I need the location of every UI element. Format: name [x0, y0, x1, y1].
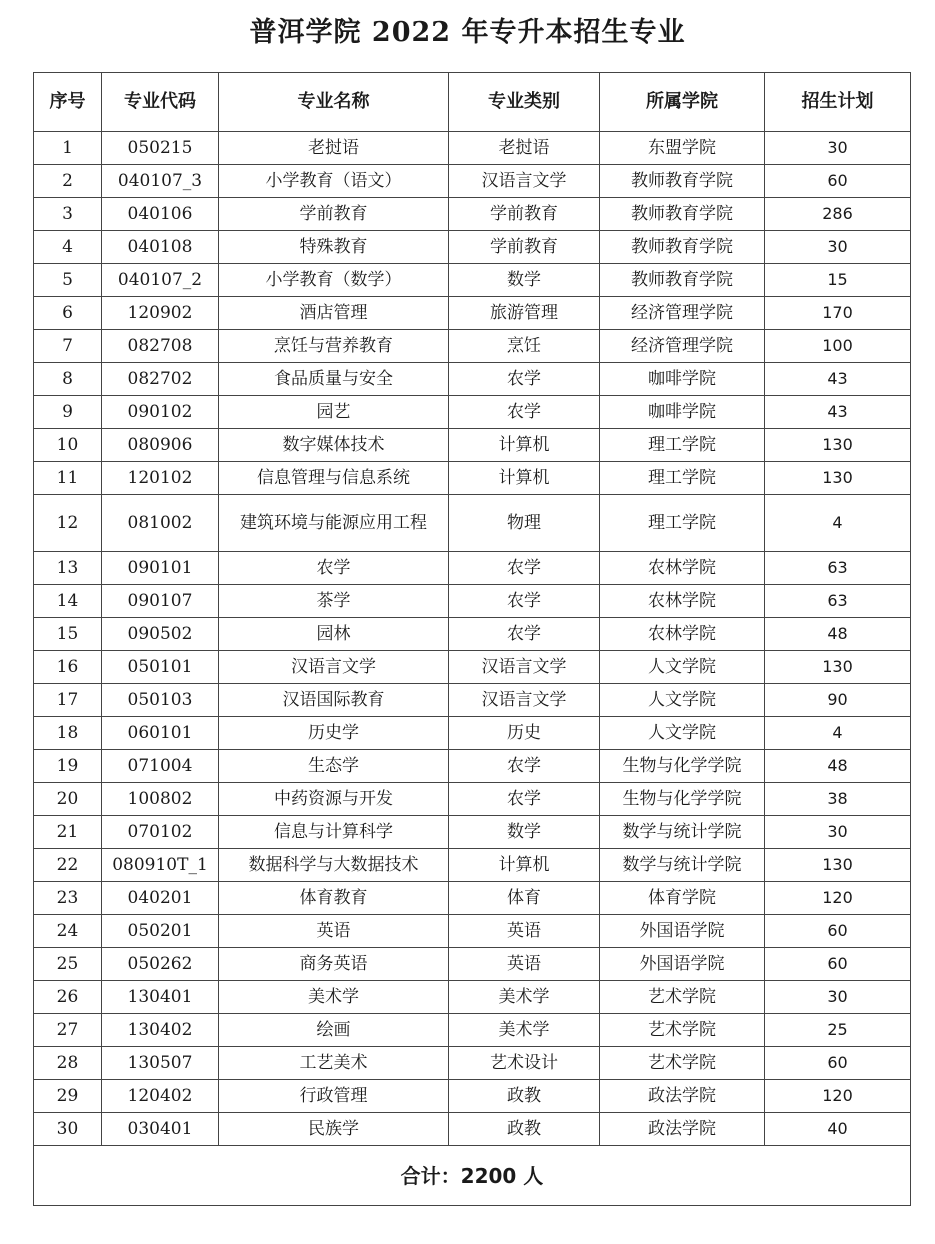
cell-index: 2 — [34, 165, 102, 198]
cell-plan: 48 — [765, 750, 911, 783]
cell-college: 政法学院 — [600, 1113, 765, 1146]
cell-college: 咖啡学院 — [600, 363, 765, 396]
table-row — [34, 948, 911, 981]
cell-index: 26 — [34, 981, 102, 1014]
cell-category: 农学 — [449, 396, 600, 429]
cell-category: 物理 — [449, 495, 600, 552]
cell-code: 090502 — [102, 618, 219, 651]
cell-index: 6 — [34, 297, 102, 330]
cell-college: 理工学院 — [600, 495, 765, 552]
cell-code: 050101 — [102, 651, 219, 684]
cell-plan: 38 — [765, 783, 911, 816]
cell-college: 教师教育学院 — [600, 231, 765, 264]
cell-college: 教师教育学院 — [600, 198, 765, 231]
cell-category: 数学 — [449, 816, 600, 849]
cell-index: 3 — [34, 198, 102, 231]
cell-plan: 43 — [765, 363, 911, 396]
cell-major-name: 老挝语 — [219, 132, 449, 165]
cell-major-name: 信息管理与信息系统 — [219, 462, 449, 495]
cell-code: 082708 — [102, 330, 219, 363]
table-row — [34, 429, 911, 462]
cell-code: 070102 — [102, 816, 219, 849]
cell-index: 12 — [34, 495, 102, 552]
cell-category: 汉语言文学 — [449, 165, 600, 198]
cell-code: 040108 — [102, 231, 219, 264]
cell-college: 经济管理学院 — [600, 330, 765, 363]
cell-college: 艺术学院 — [600, 1047, 765, 1080]
cell-category: 美术学 — [449, 981, 600, 1014]
table-row — [34, 165, 911, 198]
cell-index: 24 — [34, 915, 102, 948]
cell-plan: 130 — [765, 462, 911, 495]
cell-college: 教师教育学院 — [600, 165, 765, 198]
cell-code: 040201 — [102, 882, 219, 915]
cell-college: 东盟学院 — [600, 132, 765, 165]
table-row — [34, 1047, 911, 1080]
cell-major-name: 园艺 — [219, 396, 449, 429]
cell-index: 10 — [34, 429, 102, 462]
cell-major-name: 体育教育 — [219, 882, 449, 915]
cell-plan: 4 — [765, 495, 911, 552]
cell-index: 11 — [34, 462, 102, 495]
cell-category: 计算机 — [449, 462, 600, 495]
cell-index: 28 — [34, 1047, 102, 1080]
cell-college: 政法学院 — [600, 1080, 765, 1113]
cell-college: 外国语学院 — [600, 915, 765, 948]
cell-college: 人文学院 — [600, 651, 765, 684]
cell-index: 27 — [34, 1014, 102, 1047]
header-college: 所属学院 — [600, 73, 765, 132]
cell-major-name: 酒店管理 — [219, 297, 449, 330]
table-row — [34, 783, 911, 816]
cell-category: 艺术设计 — [449, 1047, 600, 1080]
cell-category: 历史 — [449, 717, 600, 750]
cell-major-name: 生态学 — [219, 750, 449, 783]
cell-code: 080910T_1 — [102, 849, 219, 882]
table-row — [34, 684, 911, 717]
cell-major-name: 食品质量与安全 — [219, 363, 449, 396]
table-row — [34, 231, 911, 264]
cell-index: 30 — [34, 1113, 102, 1146]
cell-code: 082702 — [102, 363, 219, 396]
table-row — [34, 363, 911, 396]
cell-major-name: 英语 — [219, 915, 449, 948]
cell-category: 农学 — [449, 363, 600, 396]
cell-category: 美术学 — [449, 1014, 600, 1047]
cell-code: 050103 — [102, 684, 219, 717]
cell-major-name: 民族学 — [219, 1113, 449, 1146]
table-row — [34, 915, 911, 948]
cell-category: 旅游管理 — [449, 297, 600, 330]
cell-plan: 120 — [765, 882, 911, 915]
cell-major-name: 数字媒体技术 — [219, 429, 449, 462]
cell-major-name: 绘画 — [219, 1014, 449, 1047]
cell-code: 040107_3 — [102, 165, 219, 198]
header-major-name: 专业名称 — [219, 73, 449, 132]
cell-category: 农学 — [449, 618, 600, 651]
cell-college: 艺术学院 — [600, 1014, 765, 1047]
cell-major-name: 小学教育（数学） — [219, 264, 449, 297]
cell-college: 教师教育学院 — [600, 264, 765, 297]
cell-index: 21 — [34, 816, 102, 849]
cell-plan: 30 — [765, 231, 911, 264]
cell-college: 农林学院 — [600, 618, 765, 651]
cell-plan: 60 — [765, 948, 911, 981]
cell-code: 120102 — [102, 462, 219, 495]
cell-plan: 63 — [765, 585, 911, 618]
cell-college: 农林学院 — [600, 552, 765, 585]
table-row — [34, 132, 911, 165]
cell-category: 政教 — [449, 1080, 600, 1113]
cell-category: 英语 — [449, 948, 600, 981]
cell-index: 17 — [34, 684, 102, 717]
cell-plan: 30 — [765, 981, 911, 1014]
cell-plan: 90 — [765, 684, 911, 717]
table-row — [34, 198, 911, 231]
cell-major-name: 学前教育 — [219, 198, 449, 231]
table-row — [34, 1080, 911, 1113]
table-row — [34, 816, 911, 849]
table-row — [34, 495, 911, 552]
total-label: 合计：2200 人 — [34, 1146, 911, 1206]
cell-category: 农学 — [449, 585, 600, 618]
cell-index: 7 — [34, 330, 102, 363]
cell-index: 8 — [34, 363, 102, 396]
cell-code: 090101 — [102, 552, 219, 585]
table-row — [34, 882, 911, 915]
cell-code: 081002 — [102, 495, 219, 552]
cell-code: 050215 — [102, 132, 219, 165]
cell-code: 030401 — [102, 1113, 219, 1146]
table-row — [34, 981, 911, 1014]
cell-college: 理工学院 — [600, 429, 765, 462]
cell-category: 学前教育 — [449, 231, 600, 264]
cell-category: 计算机 — [449, 849, 600, 882]
cell-college: 人文学院 — [600, 684, 765, 717]
cell-plan: 170 — [765, 297, 911, 330]
table-header-row — [34, 73, 911, 132]
cell-index: 9 — [34, 396, 102, 429]
cell-plan: 15 — [765, 264, 911, 297]
cell-plan: 130 — [765, 429, 911, 462]
header-index: 序号 — [34, 73, 102, 132]
cell-major-name: 汉语国际教育 — [219, 684, 449, 717]
cell-college: 咖啡学院 — [600, 396, 765, 429]
cell-code: 080906 — [102, 429, 219, 462]
cell-plan: 43 — [765, 396, 911, 429]
cell-college: 人文学院 — [600, 717, 765, 750]
cell-category: 体育 — [449, 882, 600, 915]
cell-plan: 63 — [765, 552, 911, 585]
cell-plan: 30 — [765, 816, 911, 849]
table-row — [34, 750, 911, 783]
cell-index: 5 — [34, 264, 102, 297]
cell-category: 汉语言文学 — [449, 651, 600, 684]
cell-plan: 120 — [765, 1080, 911, 1113]
enrollment-table — [33, 72, 911, 1206]
table-row — [34, 585, 911, 618]
cell-major-name: 信息与计算科学 — [219, 816, 449, 849]
cell-category: 英语 — [449, 915, 600, 948]
cell-major-name: 园林 — [219, 618, 449, 651]
cell-major-name: 特殊教育 — [219, 231, 449, 264]
cell-college: 体育学院 — [600, 882, 765, 915]
cell-code: 050262 — [102, 948, 219, 981]
cell-plan: 4 — [765, 717, 911, 750]
table-row — [34, 462, 911, 495]
cell-category: 计算机 — [449, 429, 600, 462]
cell-college: 生物与化学学院 — [600, 783, 765, 816]
cell-index: 23 — [34, 882, 102, 915]
cell-index: 14 — [34, 585, 102, 618]
cell-plan: 100 — [765, 330, 911, 363]
cell-major-name: 数据科学与大数据技术 — [219, 849, 449, 882]
cell-college: 农林学院 — [600, 585, 765, 618]
table-row — [34, 552, 911, 585]
table-row — [34, 297, 911, 330]
header-code: 专业代码 — [102, 73, 219, 132]
cell-college: 数学与统计学院 — [600, 849, 765, 882]
table-row — [34, 1113, 911, 1146]
cell-code: 130402 — [102, 1014, 219, 1047]
table-body — [34, 132, 911, 1146]
cell-major-name: 农学 — [219, 552, 449, 585]
table-row — [34, 396, 911, 429]
cell-major-name: 商务英语 — [219, 948, 449, 981]
cell-major-name: 建筑环境与能源应用工程 — [219, 495, 449, 552]
cell-index: 29 — [34, 1080, 102, 1113]
page-title: 普洱学院 2022 年专升本招生专业 — [249, 17, 686, 48]
cell-code: 060101 — [102, 717, 219, 750]
cell-code: 071004 — [102, 750, 219, 783]
cell-index: 16 — [34, 651, 102, 684]
cell-index: 19 — [34, 750, 102, 783]
cell-category: 老挝语 — [449, 132, 600, 165]
cell-code: 040106 — [102, 198, 219, 231]
cell-plan: 25 — [765, 1014, 911, 1047]
cell-category: 汉语言文学 — [449, 684, 600, 717]
cell-index: 13 — [34, 552, 102, 585]
table-row — [34, 717, 911, 750]
table-row — [34, 849, 911, 882]
cell-index: 25 — [34, 948, 102, 981]
cell-college: 生物与化学学院 — [600, 750, 765, 783]
header-plan: 招生计划 — [765, 73, 911, 132]
cell-plan: 40 — [765, 1113, 911, 1146]
cell-code: 090107 — [102, 585, 219, 618]
cell-plan: 30 — [765, 132, 911, 165]
cell-major-name: 美术学 — [219, 981, 449, 1014]
table-row — [34, 264, 911, 297]
cell-category: 农学 — [449, 750, 600, 783]
cell-index: 18 — [34, 717, 102, 750]
cell-major-name: 汉语言文学 — [219, 651, 449, 684]
cell-major-name: 小学教育（语文） — [219, 165, 449, 198]
cell-plan: 60 — [765, 915, 911, 948]
header-category: 专业类别 — [449, 73, 600, 132]
cell-plan: 286 — [765, 198, 911, 231]
cell-plan: 48 — [765, 618, 911, 651]
cell-college: 艺术学院 — [600, 981, 765, 1014]
cell-college: 经济管理学院 — [600, 297, 765, 330]
cell-major-name: 烹饪与营养教育 — [219, 330, 449, 363]
cell-index: 15 — [34, 618, 102, 651]
cell-plan: 60 — [765, 165, 911, 198]
cell-index: 20 — [34, 783, 102, 816]
table-row — [34, 618, 911, 651]
cell-index: 22 — [34, 849, 102, 882]
cell-category: 农学 — [449, 552, 600, 585]
cell-plan: 130 — [765, 651, 911, 684]
cell-college: 理工学院 — [600, 462, 765, 495]
cell-major-name: 行政管理 — [219, 1080, 449, 1113]
cell-major-name: 茶学 — [219, 585, 449, 618]
cell-code: 130401 — [102, 981, 219, 1014]
cell-major-name: 工艺美术 — [219, 1047, 449, 1080]
cell-code: 120402 — [102, 1080, 219, 1113]
cell-plan: 130 — [765, 849, 911, 882]
cell-category: 数学 — [449, 264, 600, 297]
cell-plan: 60 — [765, 1047, 911, 1080]
cell-code: 100802 — [102, 783, 219, 816]
cell-category: 政教 — [449, 1113, 600, 1146]
table-row — [34, 330, 911, 363]
total-row — [34, 1146, 911, 1206]
cell-major-name: 中药资源与开发 — [219, 783, 449, 816]
cell-category: 农学 — [449, 783, 600, 816]
table-row — [34, 651, 911, 684]
cell-college: 外国语学院 — [600, 948, 765, 981]
cell-index: 4 — [34, 231, 102, 264]
cell-code: 040107_2 — [102, 264, 219, 297]
table-row — [34, 1014, 911, 1047]
cell-index: 1 — [34, 132, 102, 165]
cell-college: 数学与统计学院 — [600, 816, 765, 849]
cell-code: 120902 — [102, 297, 219, 330]
cell-code: 130507 — [102, 1047, 219, 1080]
cell-major-name: 历史学 — [219, 717, 449, 750]
cell-code: 090102 — [102, 396, 219, 429]
cell-category: 烹饪 — [449, 330, 600, 363]
cell-category: 学前教育 — [449, 198, 600, 231]
cell-code: 050201 — [102, 915, 219, 948]
